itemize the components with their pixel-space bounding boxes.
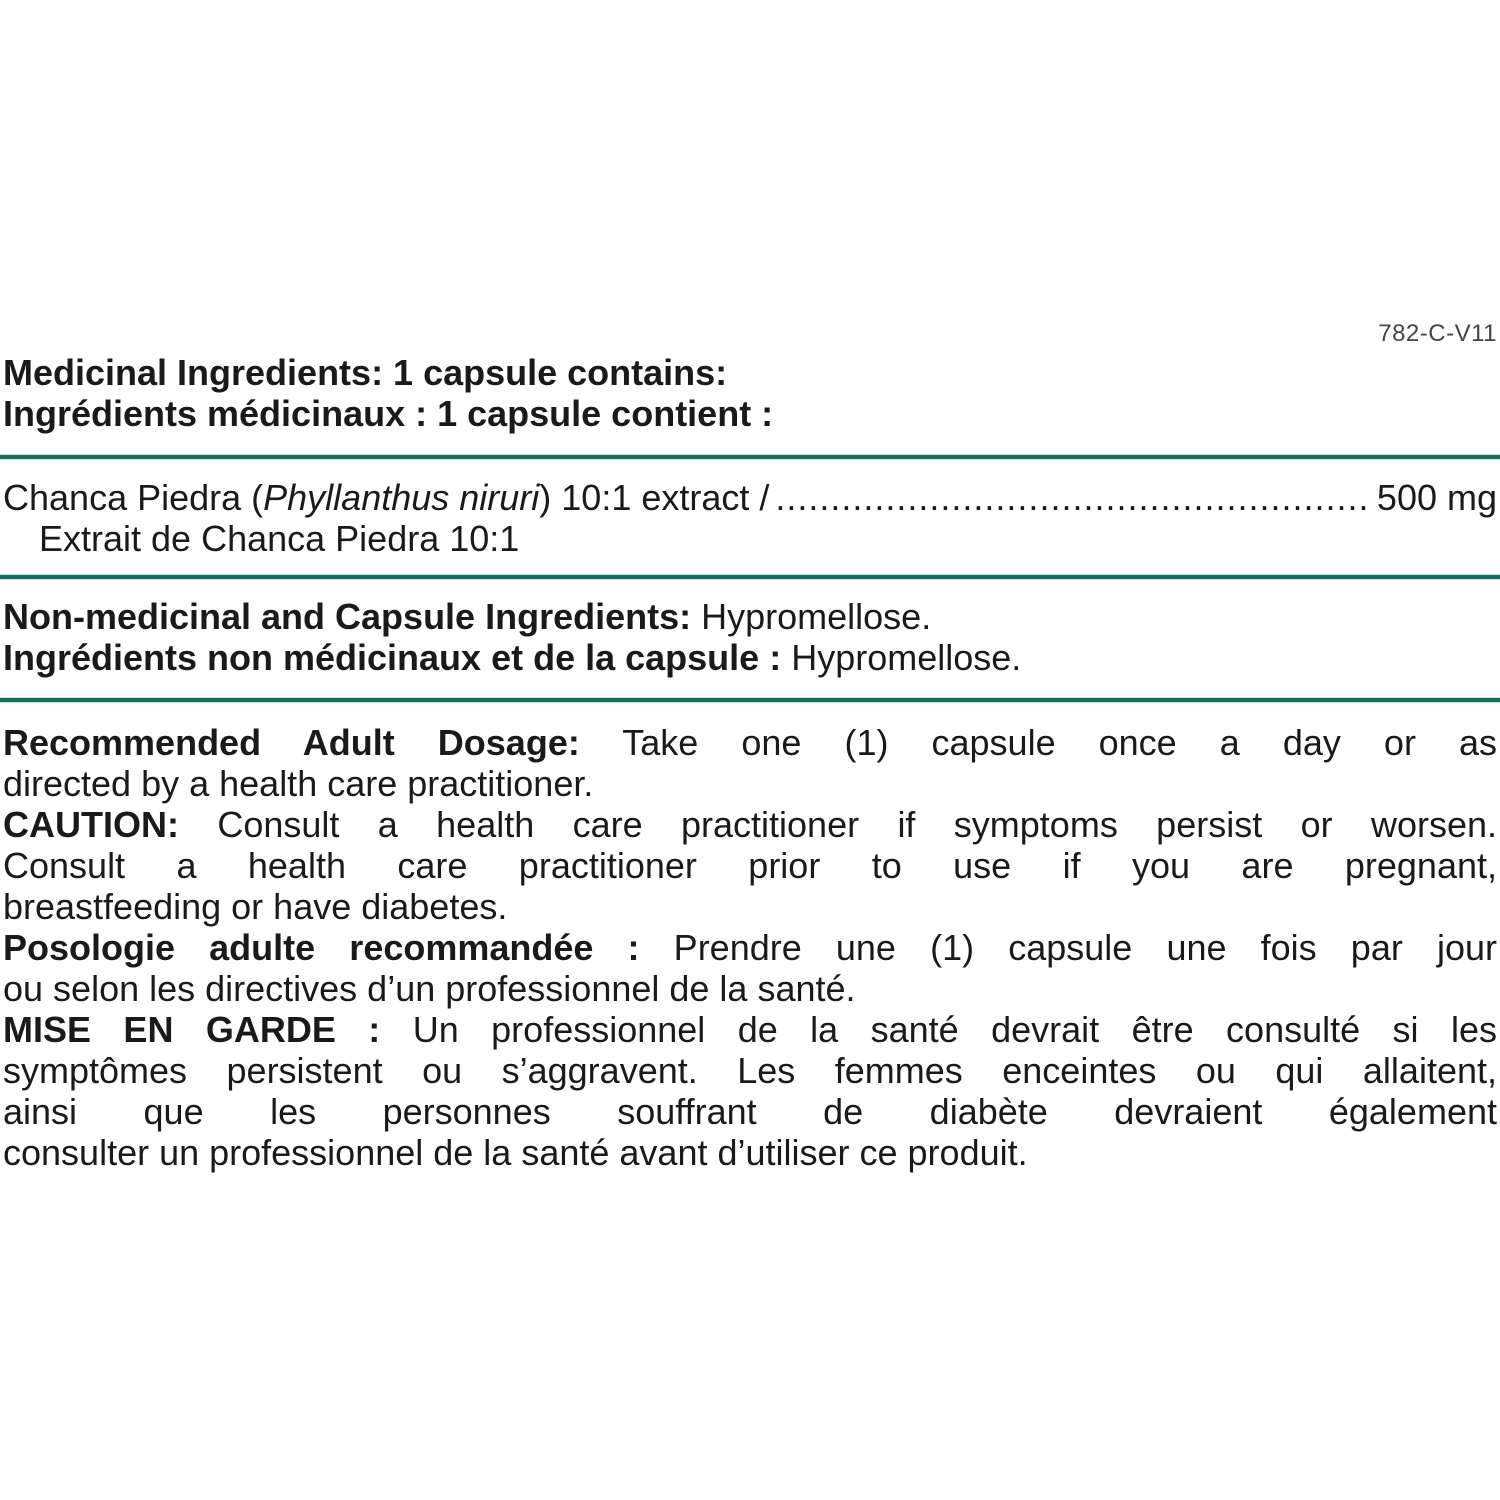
divider-3 xyxy=(0,698,1500,702)
mise-en-garde-line-3: ainsi que les personnes souffrant de diabète devraient également xyxy=(3,1091,1497,1132)
ingredient-name-fr: Extrait de Chanca Piedra 10:1 xyxy=(39,518,520,559)
non-medicinal-fr: Ingrédients non médicinaux et de la capsule : Hypromellose. xyxy=(3,637,1022,678)
mise-en-garde-line-4: consulter un professionnel de la santé avant d’utiliser ce produit. xyxy=(3,1132,1028,1173)
dosage-en-line-2: directed by a health care practitioner. xyxy=(3,763,594,804)
caution-en-line-1: CAUTION: Consult a health care practitioner if symptoms persist or worsen. xyxy=(3,804,1497,845)
divider-1 xyxy=(0,455,1500,459)
mise-en-garde-line-1: MISE EN GARDE : Un professionnel de la santé devrait être consulté si les xyxy=(3,1009,1497,1050)
caution-en-line-2: Consult a health care practitioner prior to use if you are pregnant, xyxy=(3,845,1497,886)
ingredient-latin-name: Phyllanthus niruri xyxy=(263,477,540,518)
ingredient-name: Chanca Piedra (Phyllanthus niruri) 10:1 extract / xyxy=(3,477,770,518)
posologie-fr-line-2: ou selon les directives d’un professionnel de la santé. xyxy=(3,968,856,1009)
non-medicinal-en: Non-medicinal and Capsule Ingredients: Hypromellose. xyxy=(3,596,932,637)
ingredient-row xyxy=(3,477,1497,559)
dosage-en-line-1: Recommended Adult Dosage: Take one (1) capsule once a day or as xyxy=(3,722,1498,763)
directions-section xyxy=(3,722,1497,1173)
medicinal-heading-fr: Ingrédients médicinaux : 1 capsule contient : xyxy=(3,393,774,434)
mise-en-garde-line-2: symptômes persistent ou s’aggravent. Les femmes enceintes ou qui allaitent, xyxy=(3,1050,1497,1091)
leader-dots xyxy=(775,477,1371,518)
caution-en-line-3: breastfeeding or have diabetes. xyxy=(3,886,508,927)
label-code: 782-C-V11 xyxy=(1378,320,1497,347)
ingredient-amount: 500 mg xyxy=(1376,477,1497,518)
divider-2 xyxy=(0,575,1500,579)
medicinal-heading-en: Medicinal Ingredients: 1 capsule contains: xyxy=(3,352,728,393)
posologie-fr-line-1: Posologie adulte recommandée : Prendre une (1) capsule une fois par jour xyxy=(3,927,1497,968)
medicinal-heading xyxy=(3,352,1497,434)
non-medicinal-section xyxy=(3,596,1497,678)
